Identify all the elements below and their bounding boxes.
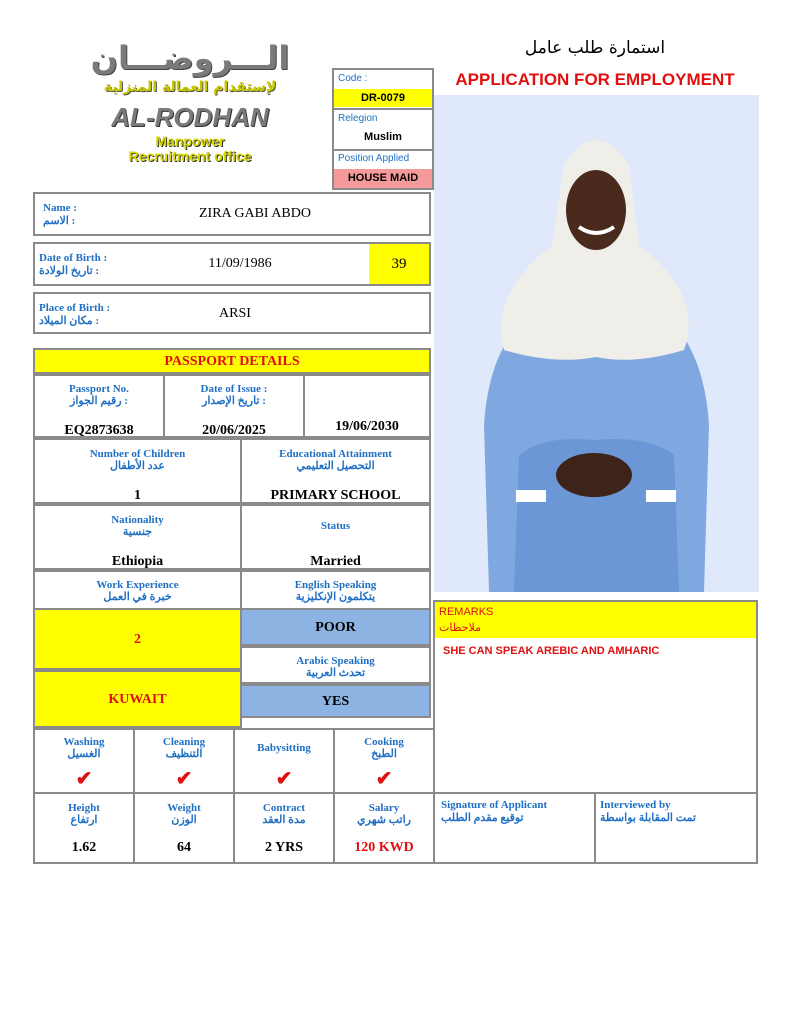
salary-label-en: Salary (368, 802, 400, 814)
weight-label-ar: الوزن (171, 814, 197, 826)
height-label-en: Height (68, 802, 100, 814)
children-label-ar: عدد الأطفال (110, 460, 165, 472)
passport-issue-label-en: Date of Issue : (200, 383, 268, 395)
passport-issue-value: 20/06/2025 (202, 423, 266, 438)
children-label-en: Number of Children (89, 448, 186, 460)
code-value: DR-0079 (334, 89, 432, 107)
experience-label-ar: خبرة في العمل (103, 591, 172, 603)
skill-babysitting-check-icon: ✔ (275, 768, 293, 790)
contract-value: 2 YRS (265, 840, 303, 855)
title-english: APPLICATION FOR EMPLOYMENT (455, 70, 735, 89)
status-label-en: Status (320, 520, 351, 532)
education-label-en: Educational Attainment (279, 448, 392, 460)
skill-cleaning-check-icon: ✔ (175, 768, 193, 790)
title-arabic: استمارة طلب عامل (524, 38, 666, 58)
interviewed-by-cell (594, 792, 758, 864)
remarks-box (433, 600, 758, 794)
skill-cleaning (133, 728, 235, 794)
remarks-label-ar: ملاحظات (439, 622, 481, 634)
age-value: 39 (369, 244, 429, 284)
name-label-ar: الاسم : (43, 215, 76, 227)
english-label-ar: يتكلمون الإنكليزية (295, 591, 376, 603)
salary-value: 120 KWD (354, 840, 414, 855)
passport-issue-cell (163, 374, 305, 438)
education-cell (240, 438, 431, 504)
contract-label-ar: مدة العقد (262, 814, 306, 826)
applicant-signature-cell (433, 792, 596, 864)
education-value: PRIMARY SCHOOL (270, 488, 401, 503)
name-value: ZIRA GABI ABDO (198, 206, 311, 221)
applicant-photo-figure (434, 95, 759, 592)
skill-babysitting (233, 728, 335, 794)
skill-washing-check-icon: ✔ (75, 768, 93, 790)
logo-line-manpower: Manpower (155, 133, 225, 149)
applicant-signature-label-en: Signature of Applicant (441, 799, 548, 811)
contract-cell (233, 792, 335, 864)
arabic-value: YES (321, 694, 350, 709)
info-box (332, 68, 434, 190)
passport-no-value: EQ2873638 (64, 423, 134, 438)
experience-years-cell (33, 608, 242, 670)
passport-header (33, 348, 431, 374)
logo-arabic-name: الـــروضـــان (90, 39, 290, 77)
passport-expiry-value: 19/06/2030 (335, 419, 399, 434)
passport-expiry-cell (303, 374, 431, 438)
salary-label-ar: راتب شهري (357, 814, 411, 826)
remarks-text: SHE CAN SPEAK AREBIC AND AMHARIC (443, 645, 660, 657)
pob-label-ar: مكان الميلاد : (39, 315, 100, 327)
passport-no-label-ar: رقيم الجواز : (70, 395, 128, 407)
passport-issue-label-ar: تاريخ الإصدار : (202, 395, 266, 407)
nationality-label-ar: جنسية (122, 526, 153, 538)
dob-label-ar: تاريخ الولادة : (39, 265, 100, 277)
experience-label-cell (33, 570, 242, 610)
religion-label: Relegion (338, 113, 378, 124)
arabic-label-ar: تحدث العربية (305, 667, 366, 679)
remarks-label-en: REMARKS (439, 606, 494, 618)
skill-babysitting-label-en: Babysitting (257, 742, 311, 754)
weight-value: 64 (177, 840, 191, 855)
english-value-cell (240, 608, 431, 646)
skill-washing-label-ar: الغسيل (67, 748, 101, 760)
weight-cell (133, 792, 235, 864)
applicant-photo (434, 95, 759, 592)
skill-cleaning-label-ar: التنظيف (165, 748, 203, 760)
nationality-label-en: Nationality (111, 514, 164, 526)
name-label-en: Name : (43, 202, 77, 214)
weight-label-en: Weight (167, 802, 201, 814)
code-label: Code : (338, 73, 368, 84)
passport-no-label-en: Passport No. (69, 383, 129, 395)
status-value: Married (310, 554, 361, 569)
children-value: 1 (134, 488, 141, 503)
english-label-cell (240, 570, 431, 610)
english-label-en: English Speaking (294, 579, 377, 591)
interviewed-by-label-ar: تمت المقابلة بواسطة (600, 812, 696, 824)
arabic-value-cell (240, 684, 431, 718)
name-row (33, 192, 431, 236)
passport-no-cell (33, 374, 165, 438)
experience-country-cell (33, 670, 242, 728)
children-cell (33, 438, 242, 504)
skill-cleaning-label-en: Cleaning (162, 736, 206, 748)
status-cell (240, 504, 431, 570)
skill-cooking-label-ar: الطبخ (371, 748, 397, 760)
experience-years-value: 2 (134, 632, 141, 647)
arabic-label-cell (240, 646, 431, 684)
passport-title: PASSPORT DETAILS (164, 354, 300, 369)
logo-english-name: AL-RODHAN (111, 102, 269, 132)
company-logo (80, 38, 300, 180)
applicant-signature-label-ar: توقيع مقدم الطلب (441, 812, 524, 824)
salary-cell (333, 792, 435, 864)
skill-cooking-check-icon: ✔ (375, 768, 393, 790)
dob-label-en: Date of Birth : (39, 252, 108, 264)
position-label: Position Applied (338, 153, 410, 164)
logo-line-recruitment: Recruitment office (128, 148, 252, 164)
height-label-ar: ارتفاع (70, 814, 98, 826)
dob-row (33, 242, 431, 286)
position-value: HOUSE MAID (334, 169, 432, 188)
logo-arabic-tagline: لإستقدام العمالة المنزلية (103, 79, 277, 95)
education-label-ar: التحصيل التعليمي (296, 460, 375, 472)
skill-cooking (333, 728, 435, 794)
religion-value: Muslim (364, 131, 402, 143)
height-cell (33, 792, 135, 864)
pob-label-en: Place of Birth : (39, 302, 111, 314)
remarks-header (435, 602, 756, 638)
skill-cooking-label-en: Cooking (364, 736, 404, 748)
experience-label-en: Work Experience (96, 579, 179, 591)
dob-value: 11/09/1986 (208, 256, 272, 271)
pob-row (33, 292, 431, 334)
nationality-value: Ethiopia (111, 554, 164, 569)
interviewed-by-label-en: Interviewed by (600, 799, 671, 811)
nationality-cell (33, 504, 242, 570)
height-value: 1.62 (71, 840, 97, 855)
skill-washing-label-en: Washing (63, 736, 105, 748)
arabic-label-en: Arabic Speaking (296, 655, 375, 667)
pob-value: ARSI (219, 306, 251, 321)
skill-washing (33, 728, 135, 794)
english-value: POOR (315, 620, 356, 635)
experience-country-value: KUWAIT (108, 692, 167, 707)
contract-label-en: Contract (262, 802, 306, 814)
